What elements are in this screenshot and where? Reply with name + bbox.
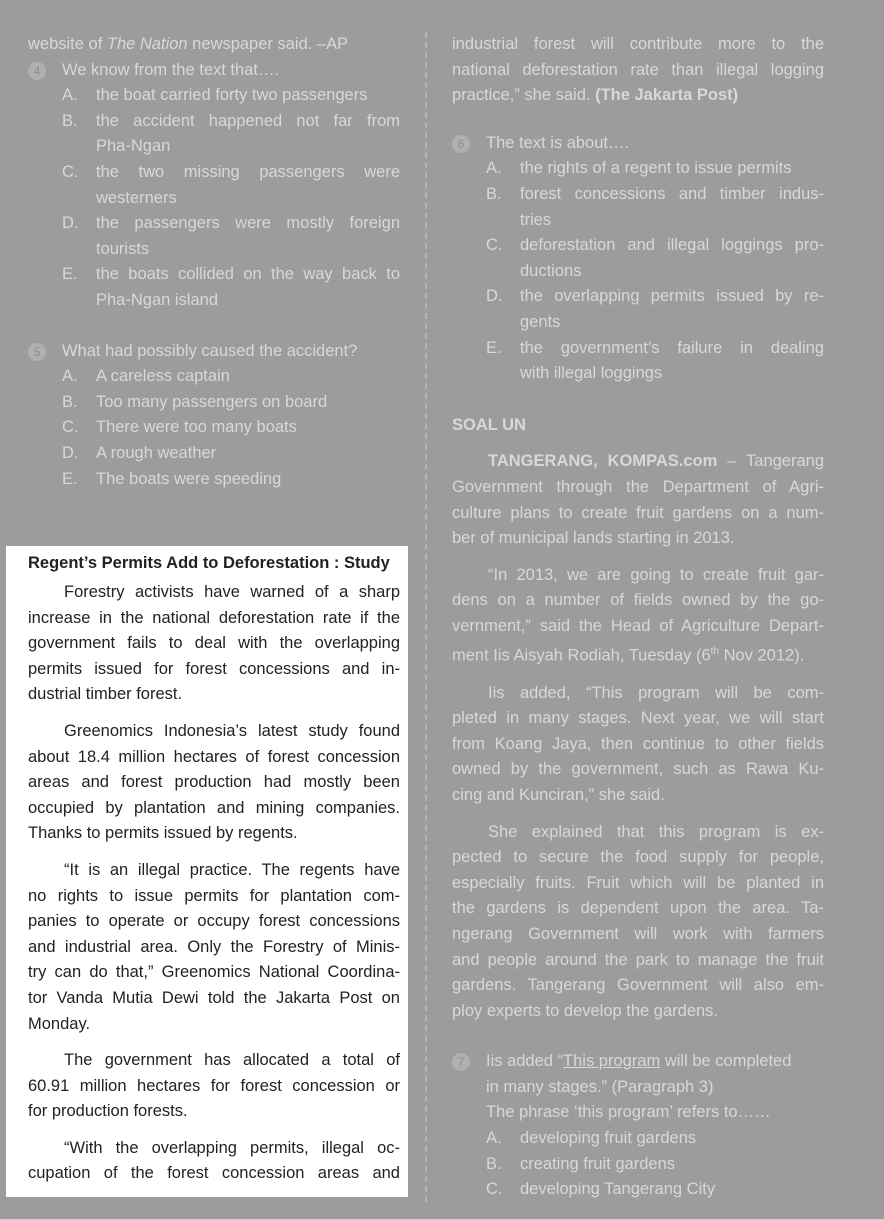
answer-option-line — [28, 83, 400, 109]
news-paragraph-1 — [452, 475, 824, 552]
option-text: tourists — [96, 239, 150, 258]
option-letter: A. — [62, 86, 78, 105]
option-letter: C. — [62, 162, 79, 181]
question-4 — [28, 58, 400, 84]
article-box — [6, 546, 408, 1197]
paragraph-line: She explained that this program is ex- — [488, 822, 824, 841]
question-7-options — [452, 1126, 824, 1203]
paragraph-line: especially fruits. Fruit which will be planted in — [452, 873, 824, 892]
paragraph-line: pected to secure the food supply for people, — [452, 848, 824, 867]
paragraph-line: Thanks to permits issued by regents. — [28, 824, 298, 843]
news-paragraph-4 — [452, 820, 824, 1025]
paragraph-line: owned by the government, such as Rawa Ku- — [452, 760, 824, 779]
option-text: the rights of a regent to issue permits — [520, 159, 792, 178]
answer-option-line — [28, 160, 400, 186]
paragraph-line: cing and Kunciran,” she said. — [452, 785, 665, 804]
question-number-badge: 5 — [28, 343, 46, 361]
option-letter: E. — [62, 265, 78, 284]
column-divider — [425, 32, 427, 1202]
paragraph-line: gardens. Tangerang Government will also em- — [452, 976, 824, 995]
option-text: deforestation and illegal loggings pro- — [520, 236, 824, 255]
paragraph-line: The government has allocated a total of — [64, 1051, 400, 1070]
paragraph-line: vernment,” said the Head of Agriculture Depart- — [452, 616, 824, 635]
option-text: creating fruit gardens — [520, 1154, 676, 1173]
question-7-stem-line-2: in many stages.” (Paragraph 3) — [486, 1077, 714, 1096]
answer-option-line — [452, 284, 824, 310]
answer-option-line — [452, 1177, 824, 1203]
option-text: the government’s failure in dealing — [520, 338, 824, 357]
answer-option-line — [452, 156, 824, 182]
answer-option-line — [452, 310, 824, 336]
question-stem: We know from the text that…. — [62, 60, 280, 79]
article-paragraph-1 — [28, 580, 400, 708]
answer-option-line — [28, 288, 400, 314]
question-5 — [28, 339, 400, 365]
answer-option-line — [28, 364, 400, 390]
answer-option-line — [28, 211, 400, 237]
option-letter: E. — [486, 338, 502, 357]
paragraph-line: and industrial area. Only the Forestry of Minis- — [28, 937, 400, 956]
paragraph-line: ber of municipal lands starting in 2013. — [452, 529, 735, 548]
paragraph-line: no rights to issue permits for plantation com- — [28, 886, 400, 905]
option-letter: D. — [62, 443, 79, 462]
paragraph-line: cupation of the forest concession areas and — [28, 1164, 400, 1183]
answer-option-line — [452, 259, 824, 285]
option-letter: C. — [62, 418, 79, 437]
paragraph-line: national deforestation rate than illegal logging — [452, 60, 824, 79]
option-text: Too many passengers on board — [96, 392, 328, 411]
paragraph-line: Monday. — [28, 1014, 91, 1033]
option-letter: A. — [486, 159, 502, 178]
answer-option-line — [28, 186, 400, 212]
option-text: Pha-Ngan — [96, 137, 171, 156]
left-column — [28, 32, 400, 492]
paragraph-line: Forestry activists have warned of a sharp — [64, 583, 400, 601]
option-letter: B. — [62, 392, 78, 411]
paragraph-line: increase in the national deforestation rate if the — [28, 608, 400, 627]
paragraph-line: “It is an illegal practice. The regents have — [64, 860, 400, 879]
option-letter: B. — [486, 1154, 502, 1173]
question-6-options — [452, 156, 824, 386]
option-text: the two missing passengers were — [96, 162, 400, 181]
answer-option-line — [452, 233, 824, 259]
option-text: developing fruit gardens — [520, 1129, 697, 1148]
question-number-badge: 4 — [28, 62, 46, 80]
paragraph-line: the gardens is dependent upon the area. Ta- — [452, 899, 824, 918]
option-text: the boat carried forty two passengers — [96, 86, 368, 105]
option-text: The boats were speeding — [96, 469, 282, 488]
question-number-badge: 6 — [452, 135, 470, 153]
option-text: A careless captain — [96, 367, 230, 386]
article-paragraph-4 — [28, 1048, 400, 1125]
question-number-badge: 7 — [452, 1053, 470, 1071]
paragraph-line: tor Vanda Mutia Dewi told the Jakarta Post on — [28, 988, 400, 1007]
news-paragraph-2-last: ment Iis Aisyah Rodiah, Tuesday (6th Nov 2012). — [452, 646, 805, 665]
answer-option-line — [28, 134, 400, 160]
news-paragraph-2 — [452, 563, 824, 640]
paragraph-line: try can do that,” Greenomics National Coordina- — [28, 963, 400, 982]
right-column — [452, 32, 824, 1203]
paragraph-line: “In 2013, we are going to create fruit gar- — [488, 565, 824, 584]
left-intro: website of The Nation newspaper said. –AP — [28, 35, 349, 53]
article-source: (The Jakarta Post) — [595, 86, 739, 105]
answer-option-line — [28, 415, 400, 441]
paragraph-line: for production forests. — [28, 1102, 188, 1121]
option-letter: D. — [62, 214, 79, 233]
answer-option-line — [452, 208, 824, 234]
option-letter: A. — [486, 1129, 502, 1148]
option-text: the passengers were mostly foreign — [96, 214, 400, 233]
paragraph-line: from Koang Jaya, then continue to other fields — [452, 734, 824, 753]
paragraph-line: occupied by plantation and mining companies. — [28, 798, 400, 817]
answer-option-line — [28, 109, 400, 135]
paragraph-line: “With the overlapping permits, illegal oc- — [64, 1138, 400, 1157]
option-text: Pha-Ngan island — [96, 290, 218, 309]
paragraph-line: industrial forest will contribute more to the — [452, 35, 824, 53]
paragraph-line: culture plans to create fruit gardens on a num- — [452, 503, 824, 522]
answer-option-line — [28, 467, 400, 493]
news-paragraph-3 — [452, 681, 824, 809]
paragraph-line: pleted in many stages. Next year, we will start — [452, 709, 824, 728]
option-text: the overlapping permits issued by re- — [520, 287, 824, 306]
option-text: A rough weather — [96, 443, 217, 462]
option-text: tries — [520, 210, 552, 229]
article-paragraph-2 — [28, 719, 400, 847]
article-continuation — [452, 32, 824, 83]
answer-option-line — [452, 1126, 824, 1152]
paragraph-line: ploy experts to develop the gardens. — [452, 1001, 719, 1020]
option-text: gents — [520, 312, 561, 331]
option-letter: B. — [486, 184, 502, 203]
paragraph-line: Government through the Department of Agri- — [452, 477, 824, 496]
paragraph-line: areas and forest production had mostly been — [28, 773, 400, 792]
option-text: forest concessions and timber indus- — [520, 184, 824, 203]
paragraph-line: and people around the park to manage the fruit — [452, 950, 824, 969]
option-letter: B. — [62, 111, 78, 130]
paragraph-line: dens on a number of fields owned by the go- — [452, 591, 824, 610]
option-text: developing Tangerang City — [520, 1180, 716, 1199]
option-letter: E. — [62, 469, 78, 488]
paragraph-line: ngerang Government will work with farmers — [452, 924, 824, 943]
option-text: the boats collided on the way back to — [96, 265, 400, 284]
news-paragraph-1-first: TANGERANG, KOMPAS.com – Tangerang — [488, 452, 824, 471]
option-text: westerners — [96, 188, 177, 207]
answer-option-line — [28, 441, 400, 467]
answer-option-line — [452, 336, 824, 362]
paragraph-line: dustrial timber forest. — [28, 685, 183, 704]
article-continuation-last: practice,” she said. (The Jakarta Post) — [452, 86, 739, 105]
question-7-stem-line-3: The phrase ‘this program’ refers to…… — [486, 1103, 771, 1122]
paragraph-line: 60.91 million hectares for forest concession or — [28, 1076, 400, 1095]
answer-option-line — [452, 1152, 824, 1178]
option-text: There were too many boats — [96, 418, 297, 437]
paragraph-line: panies to operate or occupy forest concessions — [28, 912, 400, 931]
question-6 — [452, 131, 824, 157]
option-letter: A. — [62, 367, 78, 386]
article-paragraph-5 — [28, 1136, 400, 1187]
answer-option-line — [452, 182, 824, 208]
option-letter: D. — [486, 287, 503, 306]
option-text: ductions — [520, 261, 582, 280]
paragraph-line: Greenomics Indonesia’s latest study found — [64, 721, 400, 740]
question-stem: What had possibly caused the accident? — [62, 341, 358, 360]
paragraph-line: Iis added, “This program will be com- — [488, 683, 824, 702]
option-letter: C. — [486, 1180, 503, 1199]
question-stem: The text is about…. — [486, 133, 630, 152]
article-title: Regent’s Permits Add to Deforestation : Study — [28, 554, 390, 572]
option-text: with illegal loggings — [520, 364, 663, 383]
paragraph-line: government fails to deal with the overlapping — [28, 634, 400, 653]
question-4-options — [28, 83, 400, 313]
answer-option-line — [28, 262, 400, 288]
answer-option-line — [452, 361, 824, 387]
option-text: the accident happened not far from — [96, 111, 400, 130]
option-letter: C. — [486, 236, 503, 255]
question-7: 7 Iis added “This program will be completed — [452, 1049, 824, 1075]
answer-option-line — [28, 237, 400, 263]
paragraph-line: permits issued for forest concessions and in- — [28, 659, 400, 678]
section-heading: SOAL UN — [452, 415, 526, 434]
article-paragraph-3 — [28, 858, 400, 1037]
answer-option-line — [28, 390, 400, 416]
paragraph-line: about 18.4 million hectares of forest concession — [28, 747, 400, 766]
question-5-options — [28, 364, 400, 492]
